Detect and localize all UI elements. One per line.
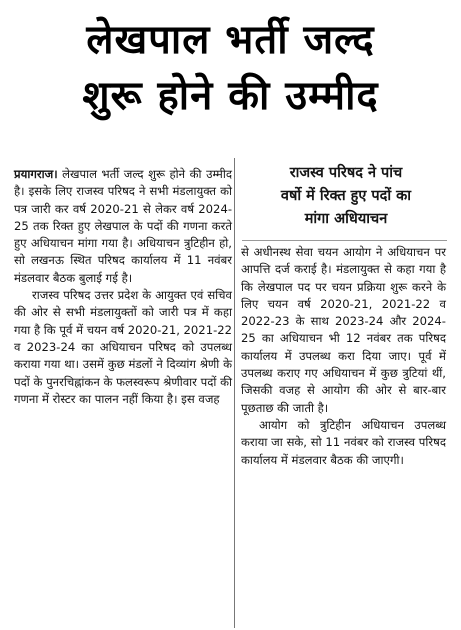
subheadline-line-2: वर्षो में रिक्त हुए पदों का (280, 188, 412, 204)
left-column (14, 166, 232, 408)
subheadline-rule (242, 240, 447, 241)
subheadline (241, 162, 451, 231)
right-column (241, 244, 446, 469)
left-paragraph-1 (14, 166, 232, 287)
headline (0, 12, 461, 124)
subheadline-line-1: राजस्व परिषद ने पांच (289, 165, 403, 181)
headline-line-2: शुरू होने की उम्मीद (82, 73, 379, 119)
subheadline-line-3: मांगा अधियाचन (304, 211, 388, 227)
left-paragraph-2: राजस्व परिषद उत्तर प्रदेश के आयुक्त एवं सचिव की ओर से सभी मंडलायुक्तों को जारी पत्र में कहा गया है कि पूर्व में चयन वर्ष 2020-21, 2021-22 व 2023-24 का अधियाचन परिषद को उपलब्ध कराया गया था। उसमें कुछ मंडलों ने दिव्यांग श्रेणी के पदों के पुनरचिह्नांकन के फलस्वरूप श्रेणीवार पदों की गणना में रोस्टर का पालन नहीं किया है। इस वजह (14, 288, 233, 406)
right-paragraph-1: से अधीनस्थ सेवा चयन आयोग ने अधियाचन पर आपत्ति दर्ज कराई है। मंडलायुक्त से कहा गया है कि लेखपाल पद पर चयन प्रक्रिया शुरू करने के लिए चयन वर्ष 2020-21, 2021-22 व 2022-23 के साथ 2023-24 और 2024-25 का अधियाचन भी 12 नवंबर तक परिषद कार्यालय में उपलब्ध करा दिया जाए। पूर्व में उपलब्ध कराए गए अधियाचन में कुछ त्रुटियां थीं, जिसकी वजह से आयोग की ओर से बार-बार पूछताछ की जाती है। (241, 245, 446, 415)
dateline: प्रयागराज। (14, 167, 58, 181)
left-paragraph-1-text: लेखपाल भर्ती जल्द शुरू होने की उम्मीद है। इसके लिए राजस्व परिषद ने सभी मंडलायुक्त को पत्र जारी कर वर्ष 2020-21 से लेकर वर्ष 2024-25 तक रिक्त हुए लेखपाल के पदों की गणना करते हुए अधियाचन मांगा गया है। अधियाचन त्रुटिहीन हो, सो लखनऊ स्थित परिषद कार्यालय में 11 नवंबर मंडलवार बैठक बुलाई गई है। (14, 167, 232, 285)
right-paragraph-2: आयोग को त्रुटिहीन अधियाचन उपलब्ध कराया जा सके, सो 11 नवंबर को राजस्व परिषद कार्यालय में मंडलवार बैठक की जाएगी। (241, 417, 446, 467)
headline-line-1: लेखपाल भर्ती जल्द (86, 17, 375, 63)
column-divider (234, 158, 235, 628)
